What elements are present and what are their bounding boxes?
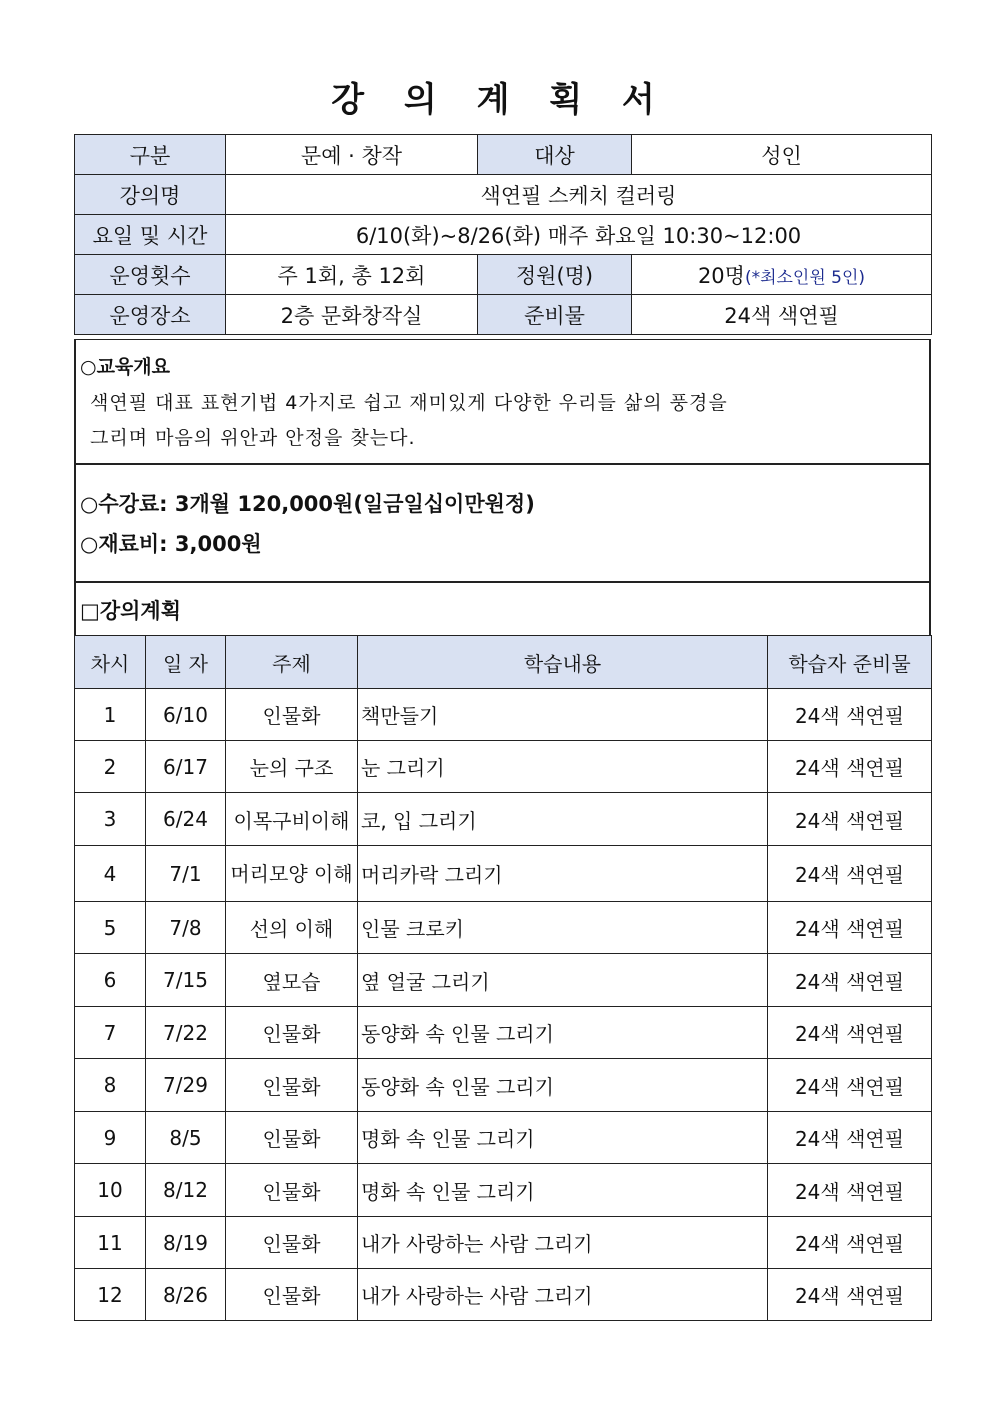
place-label: 운영장소 xyxy=(75,295,226,335)
table-row xyxy=(75,1007,932,1059)
table-row xyxy=(75,1059,932,1112)
row-no: 1 xyxy=(75,689,146,741)
table-row xyxy=(75,1164,932,1217)
info-row-schedule xyxy=(75,215,932,255)
table-row xyxy=(75,1217,932,1269)
row-no: 8 xyxy=(75,1059,146,1112)
row-date: 7/22 xyxy=(146,1007,226,1059)
lecture-plan-table xyxy=(74,635,932,1321)
row-content: 내가 사랑하는 사람 그리기 xyxy=(358,1217,768,1269)
category-value: 문예 · 창작 xyxy=(226,135,478,175)
materials-fee-text: ○재료비: 3,000원 xyxy=(80,532,262,556)
table-row xyxy=(75,689,932,741)
row-supplies: 24색 색연필 xyxy=(768,1007,932,1059)
col-header-topic: 주제 xyxy=(226,636,358,689)
overview-line-1: 색연필 대표 표현기법 4가지로 쉽고 재미있게 다양한 우리들 삶의 풍경을 xyxy=(90,392,728,414)
row-topic: 눈의 구조 xyxy=(226,741,358,793)
row-supplies: 24색 색연필 xyxy=(768,1112,932,1164)
capacity-value: 20명 xyxy=(697,263,745,288)
row-supplies: 24색 색연필 xyxy=(768,1164,932,1217)
table-row xyxy=(75,741,932,793)
row-content: 명화 속 인물 그리기 xyxy=(358,1112,768,1164)
col-header-no: 차시 xyxy=(75,636,146,689)
course-label: 강의명 xyxy=(75,175,226,215)
info-row-course xyxy=(75,175,932,215)
capacity-label: 정원(명) xyxy=(478,255,632,295)
row-supplies: 24색 색연필 xyxy=(768,954,932,1007)
row-supplies: 24색 색연필 xyxy=(768,741,932,793)
row-content: 명화 속 인물 그리기 xyxy=(358,1164,768,1217)
row-supplies: 24색 색연필 xyxy=(768,846,932,902)
capacity-cell xyxy=(632,255,932,295)
row-no: 7 xyxy=(75,1007,146,1059)
overview-heading: ○교육개요 xyxy=(80,356,170,378)
overview-line-2: 그리며 마음의 위안과 안정을 찾는다. xyxy=(90,427,416,449)
sessions-value: 주 1회, 총 12회 xyxy=(226,255,478,295)
row-date: 8/5 xyxy=(146,1112,226,1164)
fees-section xyxy=(74,463,931,583)
supplies-label: 준비물 xyxy=(478,295,632,335)
row-date: 7/1 xyxy=(146,846,226,902)
row-date: 8/26 xyxy=(146,1269,226,1321)
sessions-label: 운영횟수 xyxy=(75,255,226,295)
target-label: 대상 xyxy=(478,135,632,175)
row-topic: 인물화 xyxy=(226,1059,358,1112)
row-date: 7/8 xyxy=(146,902,226,954)
row-topic: 인물화 xyxy=(226,1217,358,1269)
schedule-value: 6/10(화)~8/26(화) 매주 화요일 10:30~12:00 xyxy=(226,215,932,255)
row-content: 코, 입 그리기 xyxy=(358,793,768,846)
row-topic: 인물화 xyxy=(226,1112,358,1164)
table-row xyxy=(75,1269,932,1321)
row-topic: 인물화 xyxy=(226,1269,358,1321)
row-date: 8/12 xyxy=(146,1164,226,1217)
row-date: 7/15 xyxy=(146,954,226,1007)
info-row-place xyxy=(75,295,932,335)
row-no: 9 xyxy=(75,1112,146,1164)
row-no: 6 xyxy=(75,954,146,1007)
col-header-date: 일 자 xyxy=(146,636,226,689)
row-date: 6/17 xyxy=(146,741,226,793)
row-supplies: 24색 색연필 xyxy=(768,1059,932,1112)
table-row xyxy=(75,846,932,902)
course-info-table xyxy=(74,134,932,335)
row-date: 8/19 xyxy=(146,1217,226,1269)
overview-section xyxy=(74,339,931,465)
row-content: 동양화 속 인물 그리기 xyxy=(358,1059,768,1112)
capacity-note: (*최소인원 5인) xyxy=(744,267,866,288)
table-row xyxy=(75,902,932,954)
row-date: 6/10 xyxy=(146,689,226,741)
tuition-text: ○수강료: 3개월 120,000원(일금일십이만원정) xyxy=(80,492,535,516)
row-content: 인물 크로키 xyxy=(358,902,768,954)
info-row-sessions xyxy=(75,255,932,295)
row-content: 머리카락 그리기 xyxy=(358,846,768,902)
course-value: 색연필 스케치 컬러링 xyxy=(226,175,932,215)
row-topic: 인물화 xyxy=(226,1007,358,1059)
row-date: 6/24 xyxy=(146,793,226,846)
plan-header-row xyxy=(75,636,932,689)
place-value: 2층 문화창작실 xyxy=(226,295,478,335)
row-topic: 옆모습 xyxy=(226,954,358,1007)
row-topic: 선의 이해 xyxy=(226,902,358,954)
row-no: 2 xyxy=(75,741,146,793)
row-content: 눈 그리기 xyxy=(358,741,768,793)
row-no: 3 xyxy=(75,793,146,846)
row-supplies: 24색 색연필 xyxy=(768,1217,932,1269)
row-supplies: 24색 색연필 xyxy=(768,902,932,954)
supplies-value: 24색 색연필 xyxy=(632,295,932,335)
row-no: 11 xyxy=(75,1217,146,1269)
schedule-label: 요일 및 시간 xyxy=(75,215,226,255)
row-supplies: 24색 색연필 xyxy=(768,1269,932,1321)
table-row xyxy=(75,793,932,846)
row-content: 동양화 속 인물 그리기 xyxy=(358,1007,768,1059)
document-title: 강 의 계 획 서 xyxy=(331,80,669,120)
row-topic: 인물화 xyxy=(226,1164,358,1217)
category-label: 구분 xyxy=(75,135,226,175)
col-header-supplies: 학습자 준비물 xyxy=(768,636,932,689)
table-row xyxy=(75,954,932,1007)
row-no: 12 xyxy=(75,1269,146,1321)
row-no: 4 xyxy=(75,846,146,902)
info-row-category xyxy=(75,135,932,175)
plan-heading-box xyxy=(74,581,931,637)
row-content: 내가 사랑하는 사람 그리기 xyxy=(358,1269,768,1321)
row-content: 책만들기 xyxy=(358,689,768,741)
overview-body xyxy=(90,386,728,456)
row-content: 옆 얼굴 그리기 xyxy=(358,954,768,1007)
col-header-content: 학습내용 xyxy=(358,636,768,689)
row-no: 5 xyxy=(75,902,146,954)
target-value: 성인 xyxy=(632,135,932,175)
plan-heading: □강의계획 xyxy=(80,599,181,623)
row-topic: 이목구비이해 xyxy=(226,793,358,846)
row-no: 10 xyxy=(75,1164,146,1217)
row-supplies: 24색 색연필 xyxy=(768,689,932,741)
row-date: 7/29 xyxy=(146,1059,226,1112)
row-topic: 머리모양 이해 xyxy=(226,846,358,902)
row-supplies: 24색 색연필 xyxy=(768,793,932,846)
row-topic: 인물화 xyxy=(226,689,358,741)
table-row xyxy=(75,1112,932,1164)
